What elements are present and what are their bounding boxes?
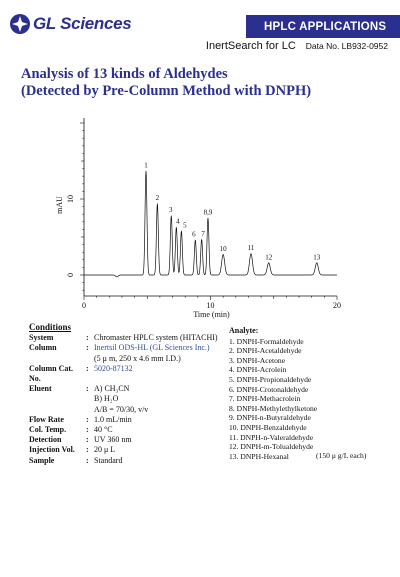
- condition-colon: :: [86, 384, 89, 394]
- analyte-item: 7. DNPH-Methacrolein: [229, 394, 301, 404]
- peak-label: 10: [219, 244, 227, 253]
- condition-colon: :: [86, 425, 89, 435]
- chart-axes: [55, 118, 341, 319]
- condition-value: 1.0 mL/min: [94, 414, 132, 424]
- condition-colon: [86, 394, 94, 404]
- condition-label: [29, 354, 86, 364]
- condition-colon: :: [86, 455, 89, 465]
- chromatogram-trace: [84, 171, 337, 277]
- peak-label: 4: [176, 217, 180, 226]
- condition-colon: [86, 354, 94, 364]
- peak-label: 6: [192, 230, 196, 239]
- hplc-applications-banner: HPLC APPLICATIONS: [246, 15, 400, 38]
- condition-colon: :: [86, 363, 89, 373]
- condition-colon: [86, 405, 94, 415]
- product-name: InertSearch for LC: [205, 40, 296, 52]
- condition-value: B) H₂O: [94, 394, 119, 404]
- y-axis-label: mAU: [55, 196, 64, 214]
- analyte-item: 4. DNPH-Acrolein: [229, 365, 287, 375]
- condition-label: Sample: [29, 455, 55, 465]
- x-tick-label: 0: [82, 301, 86, 310]
- peak-label: 3: [169, 206, 173, 215]
- condition-label: Column: [29, 343, 57, 353]
- condition-label: System: [29, 333, 54, 343]
- condition-value: 40 °C: [94, 425, 113, 435]
- condition-value: 20 μ L: [94, 445, 116, 455]
- data-number: Data No. LB932-0952: [305, 41, 388, 51]
- peak-labels: [144, 161, 321, 261]
- peak-label: 11: [247, 244, 255, 253]
- peak-label: 8,9: [203, 208, 213, 217]
- condition-value: Standard: [94, 455, 123, 465]
- peak-label: 5: [183, 221, 187, 230]
- condition-value: A/B = 70/30, v/v: [94, 404, 149, 414]
- analyte-item: 6. DNPH-Crotonaldehyde: [229, 384, 309, 394]
- condition-value: Chromaster HPLC system (HITACHI): [94, 333, 218, 343]
- condition-value: 5020-87132: [94, 363, 133, 373]
- peak-label: 13: [313, 253, 321, 262]
- analyte-block: [229, 326, 317, 461]
- brand-name: GL Sciences: [33, 14, 132, 33]
- analyte-list: [229, 337, 317, 462]
- condition-value: UV 360 nm: [94, 435, 132, 445]
- condition-label: Col. Temp.: [29, 425, 67, 435]
- title-line-1: Analysis of 13 kinds of Aldehydes: [21, 66, 228, 82]
- condition-label: Flow Rate: [29, 414, 64, 424]
- condition-label: Injection Vol.: [29, 445, 75, 455]
- condition-colon: :: [86, 445, 89, 455]
- peak-label: 12: [265, 253, 273, 262]
- condition-colon: :: [86, 343, 89, 353]
- x-tick-label: 10: [206, 301, 215, 310]
- analyte-item: 1. DNPH-Formaldehyde: [229, 336, 304, 346]
- analyte-item: 9. DNPH-n-Butyraldehyde: [229, 413, 311, 423]
- y-tick-label: 0: [66, 273, 75, 277]
- analyte-item: 5. DNPH-Propionaldehyde: [229, 374, 312, 384]
- condition-value: (5 μ m, 250 x 4.6 mm I.D.): [94, 353, 181, 363]
- condition-colon: :: [86, 435, 89, 445]
- analyte-item: 12. DNPH-m-Tolualdehyde: [229, 442, 314, 452]
- analyte-item: 13. DNPH-Hexanal: [229, 451, 289, 461]
- condition-label: Detection: [29, 435, 62, 445]
- peak-label: 7: [201, 229, 205, 238]
- condition-value: A) CH₃CN: [94, 384, 130, 394]
- analyte-item: 2. DNPH-Acetaldehyde: [229, 346, 302, 356]
- y-tick-label: 10: [66, 195, 75, 203]
- title-line-2: (Detected by Pre-Column Method with DNPH): [21, 83, 312, 99]
- condition-label: Column Cat. No.: [29, 363, 74, 384]
- condition-colon: :: [86, 414, 89, 424]
- conditions-heading: Conditions: [29, 322, 72, 332]
- analyte-item: 8. DNPH-Methylethylketone: [229, 403, 318, 413]
- analyte-item: 11. DNPH-n-Valeraldehyde: [229, 432, 314, 442]
- analyte-heading: Analyte:: [229, 326, 259, 335]
- peak-label: 2: [155, 194, 160, 203]
- condition-label: Eluent: [29, 384, 52, 394]
- x-tick-label: 20: [333, 301, 341, 310]
- x-axis-label: Time (min): [193, 310, 230, 319]
- condition-label: [29, 405, 86, 415]
- peak-label: 1: [144, 161, 148, 170]
- condition-label: [29, 394, 86, 404]
- condition-value: Inertsil ODS-HL (GL Sciences Inc.): [94, 343, 210, 353]
- analyte-item: 3. DNPH-Acetone: [229, 355, 286, 365]
- analyte-item: 10. DNPH-Benzaldehyde: [229, 422, 307, 432]
- concentration-note: (150 μ g/L each): [316, 451, 367, 460]
- condition-colon: :: [86, 333, 89, 343]
